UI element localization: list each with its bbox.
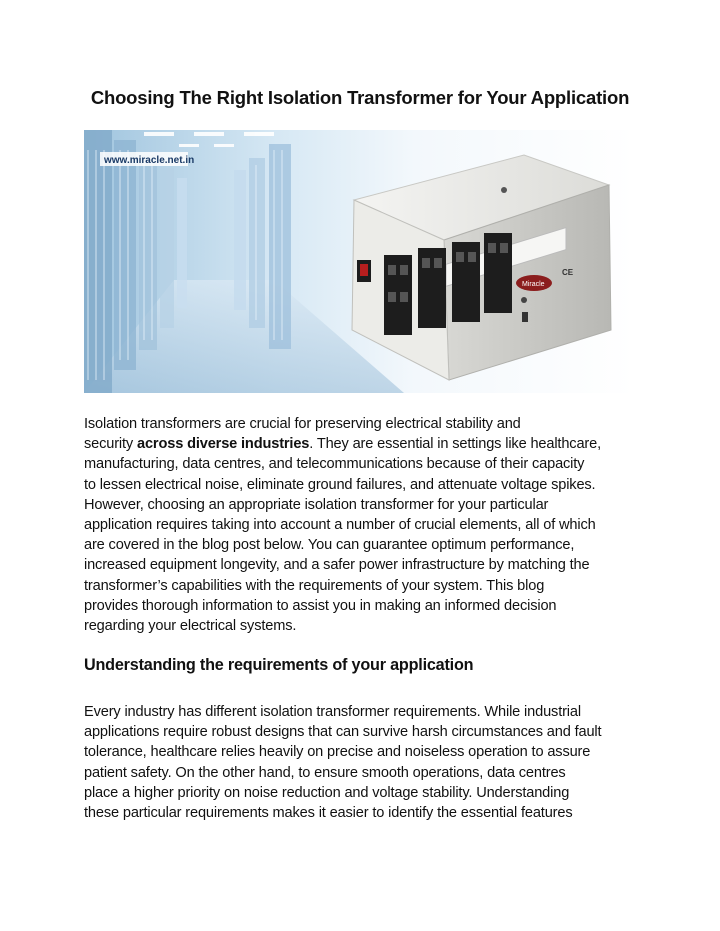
intro-paragraph: Isolation transformers are crucial for preserving electrical stability and security across diverse industries. They are essential in settings like healthcare, manufacturing, data centres, and telecommunications because of their capacity to lessen electrical noise, eliminate ground failures, and attenuate voltage spikes. However, choosing an appropriate isolation transformer for your particular application requires taking into account a number of crucial elements, all of which are covered in the blog post below. You can guarantee optimum performance, increased equipment longevity, and a safer power infrastructure by matching the transformer’s capabilities with the requirements of your system. This blog provides thorough information to assist you in making an informed decision regarding your electrical systems.: [84, 416, 601, 635]
watermark-text: www.miracle.net.in: [104, 155, 195, 166]
bold-phrase: across diverse industries: [137, 436, 310, 453]
section-paragraph: Every industry has different isolation transformer requirements. While industrial applications require robust designs that can survive harsh circumstances and fault tolerance, healthcare relies heavily on precise and noiseless operation to assure patient safety. On the other hand, to ensure smooth operations, data centres place a higher priority on noise reduction and voltage stability. Understanding these particular requirements makes it easier to identify the essential features: [84, 704, 602, 822]
ce-mark: CE: [562, 268, 574, 277]
hero-image: [84, 130, 635, 393]
page-title: Choosing The Right Isolation Transformer for Your Application: [90, 87, 630, 108]
brand-badge: Miracle: [522, 281, 545, 288]
section-heading: Understanding the requirements of your application: [84, 656, 474, 674]
